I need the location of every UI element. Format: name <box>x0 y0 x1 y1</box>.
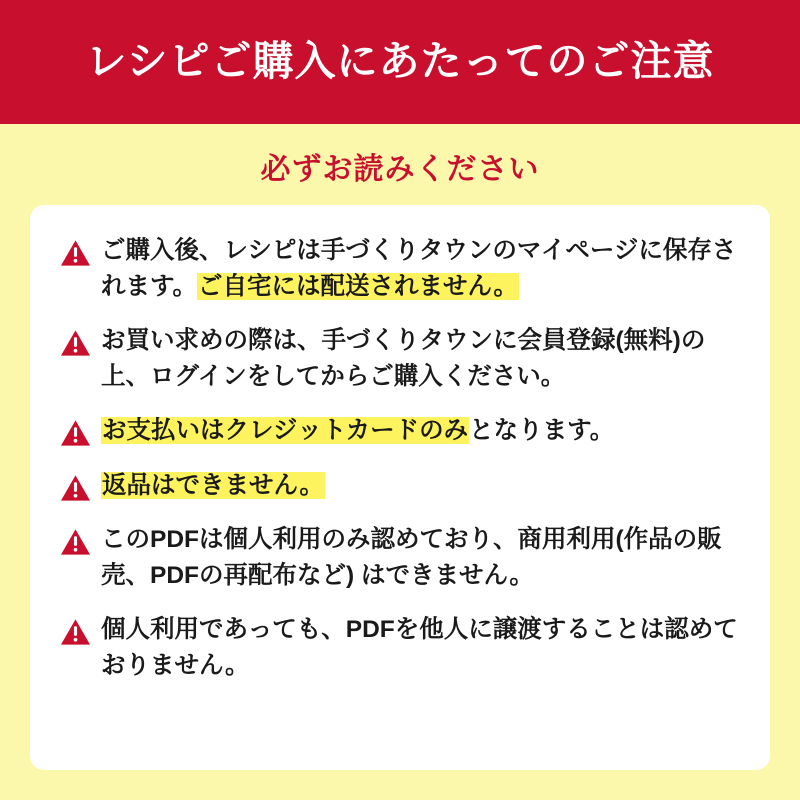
notice-card <box>30 205 770 770</box>
list-item <box>60 413 740 449</box>
notice-text <box>101 323 740 394</box>
warning-triangle-icon <box>60 528 91 556</box>
plain-text: このPDFは個人利用のみ認めており、商用利用(作品の販売、PDFの再配布など) はできません。 <box>101 526 722 589</box>
highlighted-text: ご自宅には配送されません。 <box>198 272 519 300</box>
plain-text: ご購入後、レシピは手づくりタウンのマイページに保存されます。 <box>101 237 737 300</box>
list-item <box>60 612 740 683</box>
list-item <box>60 468 740 504</box>
list-item <box>60 323 740 394</box>
warning-triangle-icon <box>60 239 91 267</box>
notice-list <box>60 233 740 683</box>
highlighted-text: 返品はできません。 <box>102 471 324 499</box>
page-title: レシピご購入にあたってのご注意 <box>85 38 715 85</box>
list-item <box>60 522 740 593</box>
header-band <box>0 0 800 124</box>
notice-text <box>101 522 740 593</box>
page-subtitle: 必ずお読みください <box>260 153 540 186</box>
list-item <box>60 233 740 304</box>
warning-triangle-icon <box>60 474 91 502</box>
warning-triangle-icon <box>60 618 91 646</box>
warning-triangle-icon <box>60 419 91 447</box>
plain-text: 個人利用であっても、PDFを他人に譲渡することは認めておりません。 <box>101 616 738 679</box>
warning-triangle-icon <box>60 329 91 357</box>
notice-text <box>101 612 740 683</box>
notice-text <box>101 468 325 504</box>
notice-text <box>101 413 614 449</box>
plain-text: となります。 <box>469 417 615 445</box>
notice-text <box>101 233 740 304</box>
plain-text: お買い求めの際は、手づくりタウンに会員登録(無料)の上、ログインをしてからご購入ください。 <box>101 327 706 390</box>
highlighted-text: お支払いはクレジットカードのみ <box>102 417 469 445</box>
